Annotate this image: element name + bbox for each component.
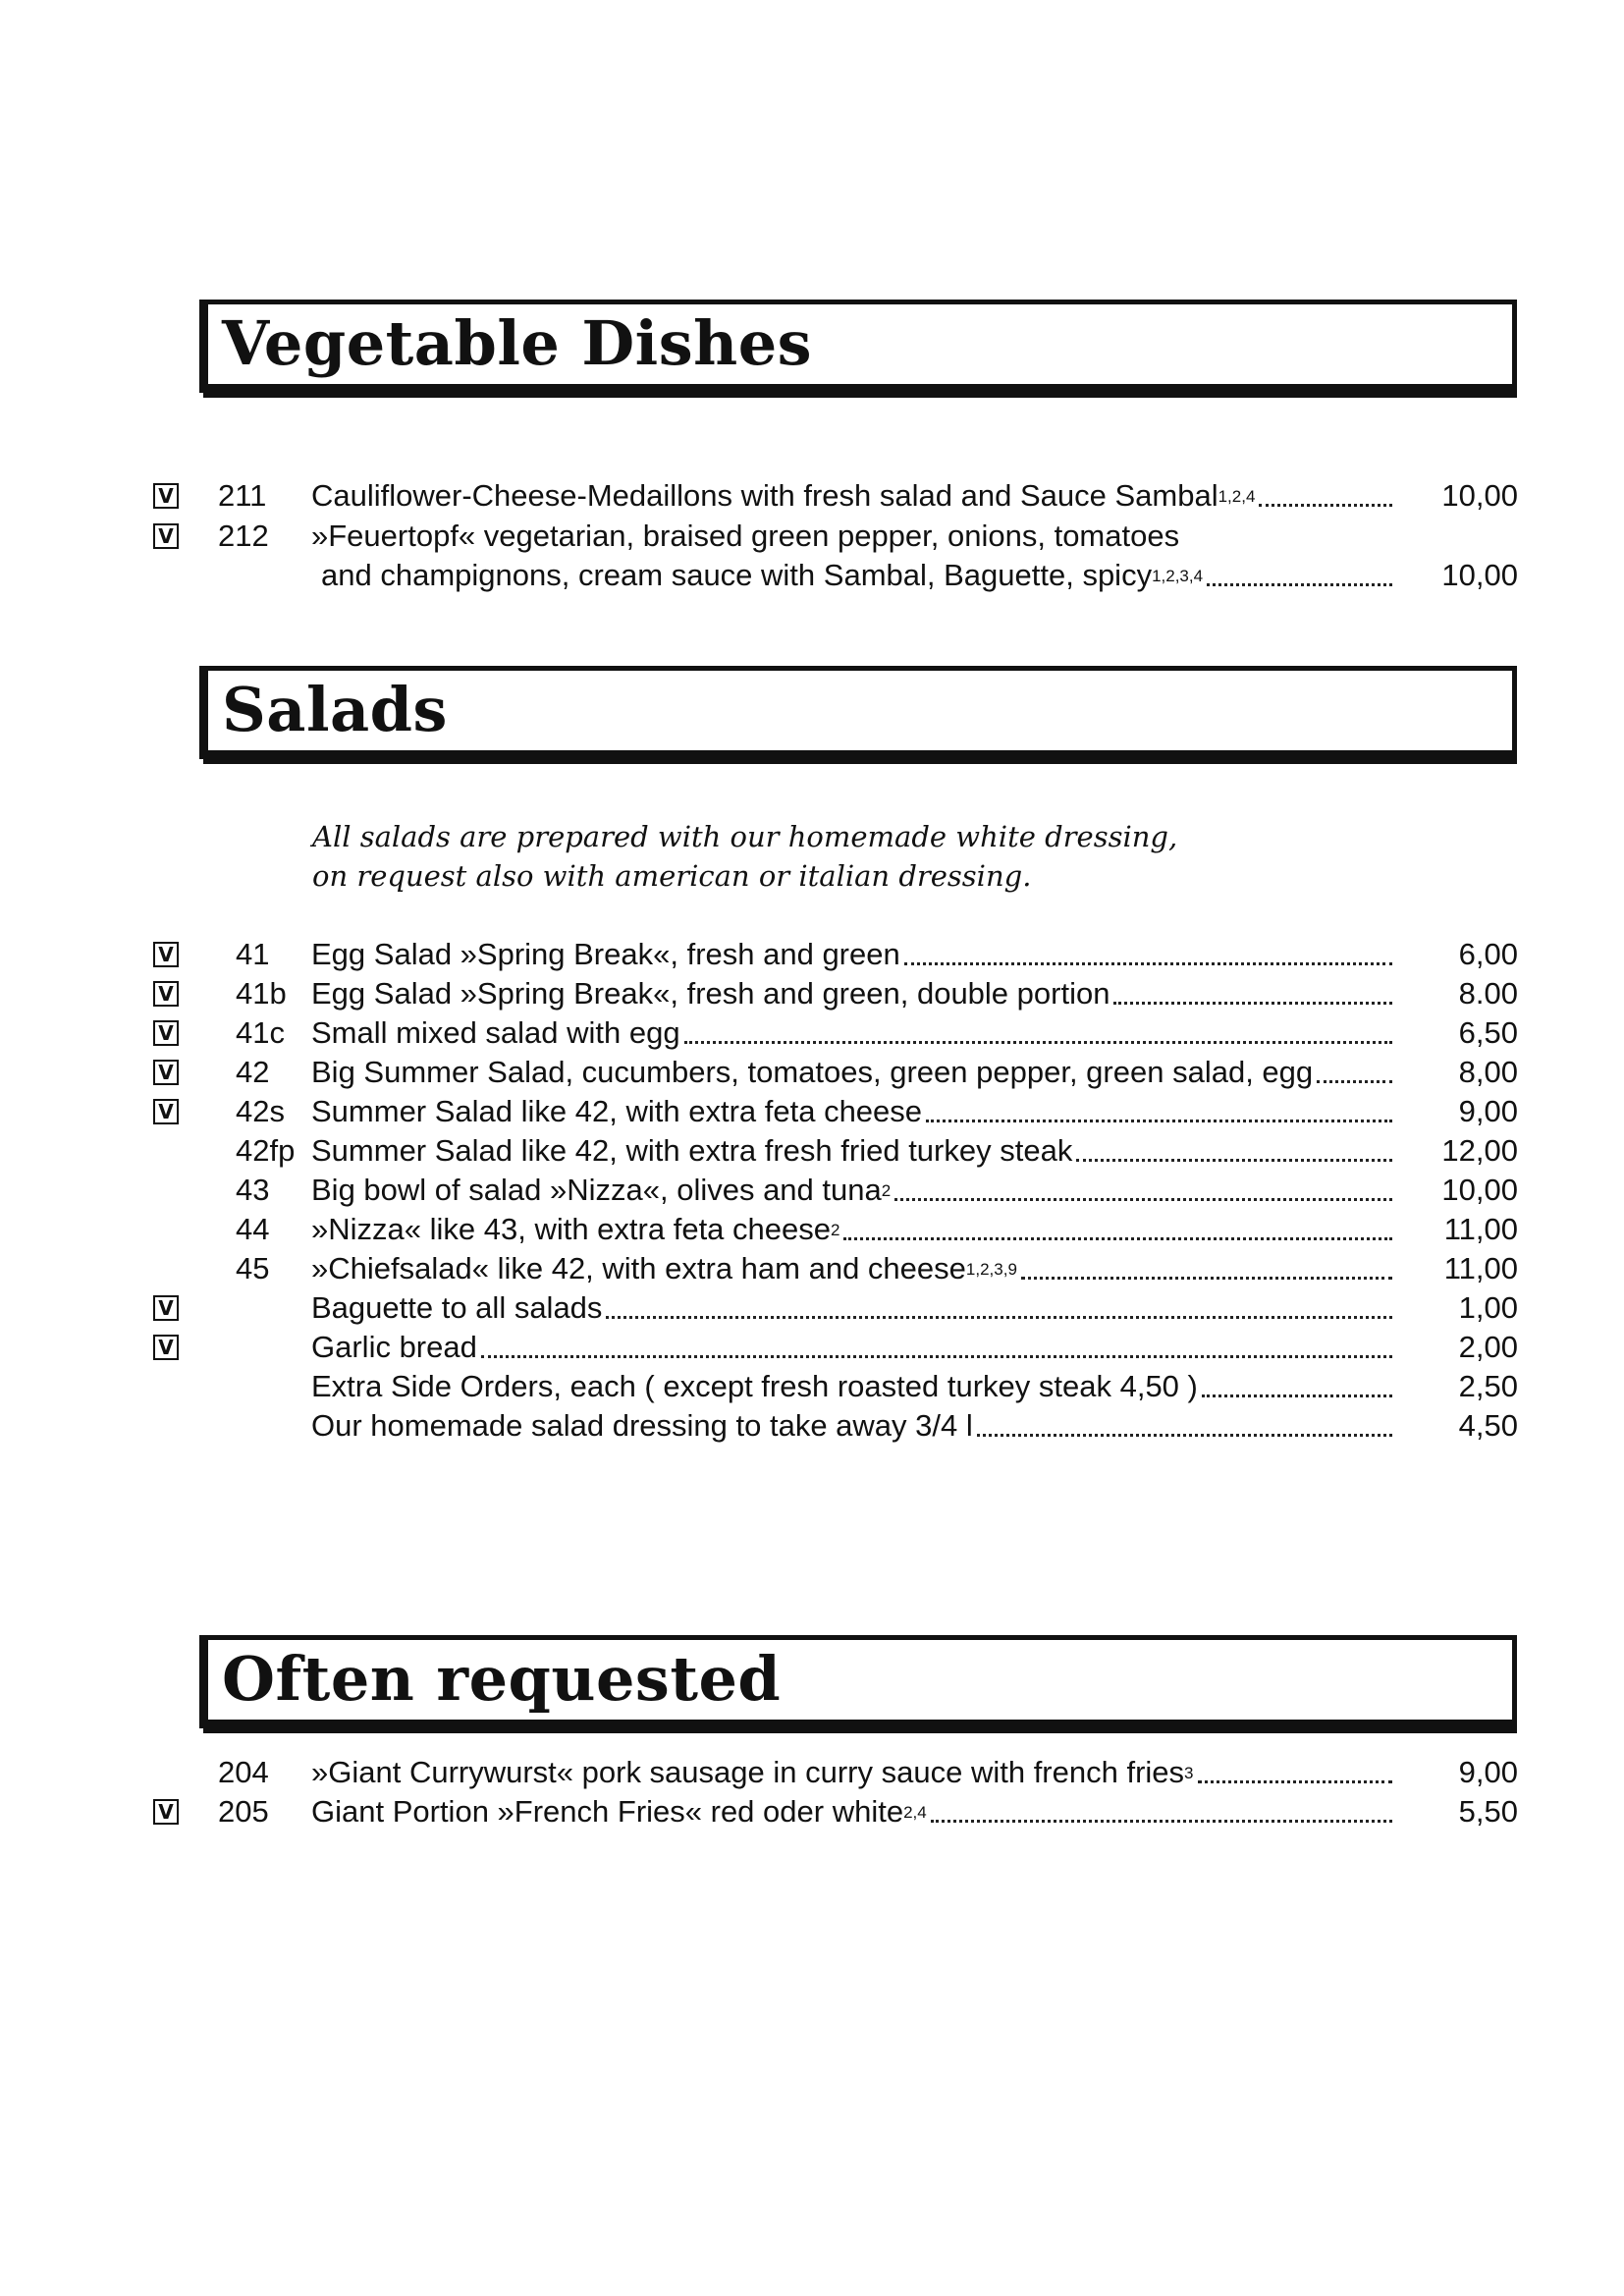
item-name	[311, 1249, 1392, 1288]
item-number: 212	[218, 519, 269, 553]
dot-leader	[1198, 1779, 1393, 1783]
vegetarian-icon: V	[153, 1295, 179, 1321]
item-name-text: Small mixed salad with egg	[311, 1015, 680, 1050]
allergen-footnote: 2	[831, 1221, 840, 1239]
item-number: 43	[236, 1173, 270, 1207]
item-price: 1,00	[1458, 1290, 1518, 1325]
vegetarian-icon: V	[153, 1099, 179, 1124]
item-number: 44	[236, 1212, 270, 1246]
dot-leader	[843, 1236, 1392, 1240]
item-price: 12,00	[1441, 1133, 1518, 1168]
item-name	[311, 1792, 1392, 1831]
dot-leader	[894, 1197, 1392, 1201]
menu-item	[0, 1053, 1624, 1092]
item-name-text: Egg Salad »Spring Break«, fresh and green, double portion	[311, 976, 1110, 1011]
dot-leader	[1259, 503, 1392, 507]
menu-item-continued	[0, 556, 1624, 595]
item-number: 42s	[236, 1094, 285, 1128]
item-name	[321, 556, 1392, 595]
vegetarian-icon: V	[153, 1020, 179, 1046]
item-name	[311, 1288, 1392, 1328]
dot-leader	[1076, 1158, 1392, 1162]
item-name-text: Summer Salad like 42, with extra fresh fried turkey steak	[311, 1133, 1073, 1168]
item-price: 10,00	[1441, 1173, 1518, 1207]
item-price: 6,50	[1458, 1015, 1518, 1050]
menu-item	[0, 1328, 1624, 1367]
item-price: 8,00	[1458, 1055, 1518, 1089]
menu-item	[0, 974, 1624, 1013]
item-name-text: Cauliflower-Cheese-Medaillons with fresh salad and Sauce Sambal$^{1,2,4}$	[311, 478, 1256, 513]
section-intro-line: on request also with american or italian dressing.	[312, 859, 1032, 893]
item-name	[311, 935, 1392, 974]
allergen-footnote: 3	[1184, 1764, 1194, 1782]
item-name	[311, 1013, 1392, 1053]
item-number: 204	[218, 1755, 269, 1789]
item-price: 9,00	[1458, 1094, 1518, 1128]
allergen-footnote: 1,2,3,9	[965, 1260, 1017, 1279]
menu-item	[0, 1288, 1624, 1328]
section-title: Vegetable Dishes	[222, 307, 813, 379]
menu-item	[0, 1367, 1624, 1406]
item-name	[311, 1131, 1392, 1171]
item-price: 10,00	[1441, 558, 1518, 592]
item-number: 42	[236, 1055, 270, 1089]
item-name	[311, 1367, 1392, 1406]
item-name	[311, 1210, 1392, 1249]
item-price: 9,00	[1458, 1755, 1518, 1789]
item-number: 45	[236, 1251, 270, 1285]
dot-leader	[926, 1119, 1392, 1122]
item-name-text: »Chiefsalad« like 42, with extra ham and cheese$^{1,2,3,9}$	[311, 1251, 1017, 1285]
item-name-text: Our homemade salad dressing to take away 3/4 l	[311, 1408, 973, 1443]
dot-leader	[931, 1819, 1392, 1823]
dot-leader	[1202, 1394, 1392, 1397]
section-header	[203, 666, 1517, 764]
item-name-text: Baguette to all salads	[311, 1290, 603, 1325]
item-name-text: Extra Side Orders, each ( except fresh roasted turkey steak 4,50 )	[311, 1369, 1198, 1403]
dot-leader	[1113, 1001, 1392, 1005]
dot-leader	[481, 1354, 1392, 1358]
section-intro-line: All salads are prepared with our homemade white dressing,	[312, 820, 1178, 853]
item-name	[311, 476, 1392, 516]
item-name	[311, 1171, 1392, 1210]
dot-leader	[1207, 582, 1392, 586]
item-number: 41b	[236, 976, 287, 1011]
section-header	[203, 300, 1517, 398]
item-name-text: Summer Salad like 42, with extra feta cheese	[311, 1094, 923, 1128]
item-name	[311, 974, 1392, 1013]
dot-leader	[977, 1433, 1392, 1437]
menu-item	[0, 1131, 1624, 1171]
vegetarian-icon: V	[153, 981, 179, 1007]
dot-leader	[606, 1315, 1392, 1319]
menu-item	[0, 476, 1624, 516]
item-name-text: Big Summer Salad, cucumbers, tomatoes, green pepper, green salad, egg	[311, 1055, 1314, 1089]
item-name-text: Garlic bread	[311, 1330, 477, 1364]
menu-item	[0, 1249, 1624, 1288]
vegetarian-icon: V	[153, 1799, 179, 1825]
dot-leader	[904, 961, 1392, 965]
menu-item	[0, 935, 1624, 974]
menu-item	[0, 1406, 1624, 1446]
item-name	[311, 1092, 1392, 1131]
item-name	[311, 1753, 1392, 1792]
item-number: 205	[218, 1794, 269, 1829]
menu-item	[0, 1092, 1624, 1131]
item-number: 41	[236, 937, 270, 971]
item-number: 211	[218, 478, 267, 513]
vegetarian-icon: V	[153, 942, 179, 967]
item-number: 42fp	[236, 1133, 296, 1168]
item-name-text: Giant Portion »French Fries« red oder white$^{2,4}$	[311, 1794, 927, 1829]
item-price: 11,00	[1443, 1251, 1518, 1285]
menu-item	[0, 1210, 1624, 1249]
item-price: 5,50	[1458, 1794, 1518, 1829]
item-name	[311, 1406, 1392, 1446]
item-name-text: and champignons, cream sauce with Sambal, Baguette, spicy$^{1,2,3,4}$	[321, 558, 1204, 592]
item-price: 10,00	[1441, 478, 1518, 513]
vegetarian-icon: V	[153, 483, 179, 509]
item-name-text: »Giant Currywurst« pork sausage in curry sauce with french fries$^3$	[311, 1755, 1194, 1789]
item-name-text: Big bowl of salad »Nizza«, olives and tuna$^2$	[311, 1173, 892, 1207]
item-name-text: Egg Salad »Spring Break«, fresh and green	[311, 937, 900, 971]
section-header	[203, 1635, 1517, 1733]
menu-item	[0, 1171, 1624, 1210]
item-price: 11,00	[1443, 1212, 1518, 1246]
menu-item	[0, 517, 1624, 556]
dot-leader	[1317, 1079, 1392, 1083]
menu-item	[0, 1753, 1624, 1792]
item-name	[311, 1053, 1392, 1092]
item-number: 41c	[236, 1015, 285, 1050]
section-title: Often requested	[222, 1643, 782, 1715]
allergen-footnote: 1,2,3,4	[1152, 567, 1204, 585]
vegetarian-icon: V	[153, 1060, 179, 1085]
allergen-footnote: 2,4	[903, 1803, 927, 1822]
vegetarian-icon: V	[153, 523, 179, 549]
allergen-footnote: 2	[881, 1181, 892, 1200]
dot-leader	[1021, 1276, 1392, 1280]
section-title: Salads	[222, 674, 448, 745]
menu-item	[0, 1013, 1624, 1053]
item-name-text: »Feuertopf« vegetarian, braised green pepper, onions, tomatoes	[311, 519, 1180, 553]
item-price: 6,00	[1458, 937, 1518, 971]
dot-leader	[684, 1040, 1392, 1044]
item-name	[311, 517, 1392, 556]
menu-item	[0, 1792, 1624, 1831]
item-price: 4,50	[1458, 1408, 1518, 1443]
item-price: 8.00	[1458, 976, 1518, 1011]
item-name-text: »Nizza« like 43, with extra feta cheese$^2$	[311, 1212, 840, 1246]
item-price: 2,50	[1458, 1369, 1518, 1403]
vegetarian-icon: V	[153, 1335, 179, 1360]
allergen-footnote: 1,2,4	[1218, 487, 1256, 506]
item-price: 2,00	[1458, 1330, 1518, 1364]
item-name	[311, 1328, 1392, 1367]
